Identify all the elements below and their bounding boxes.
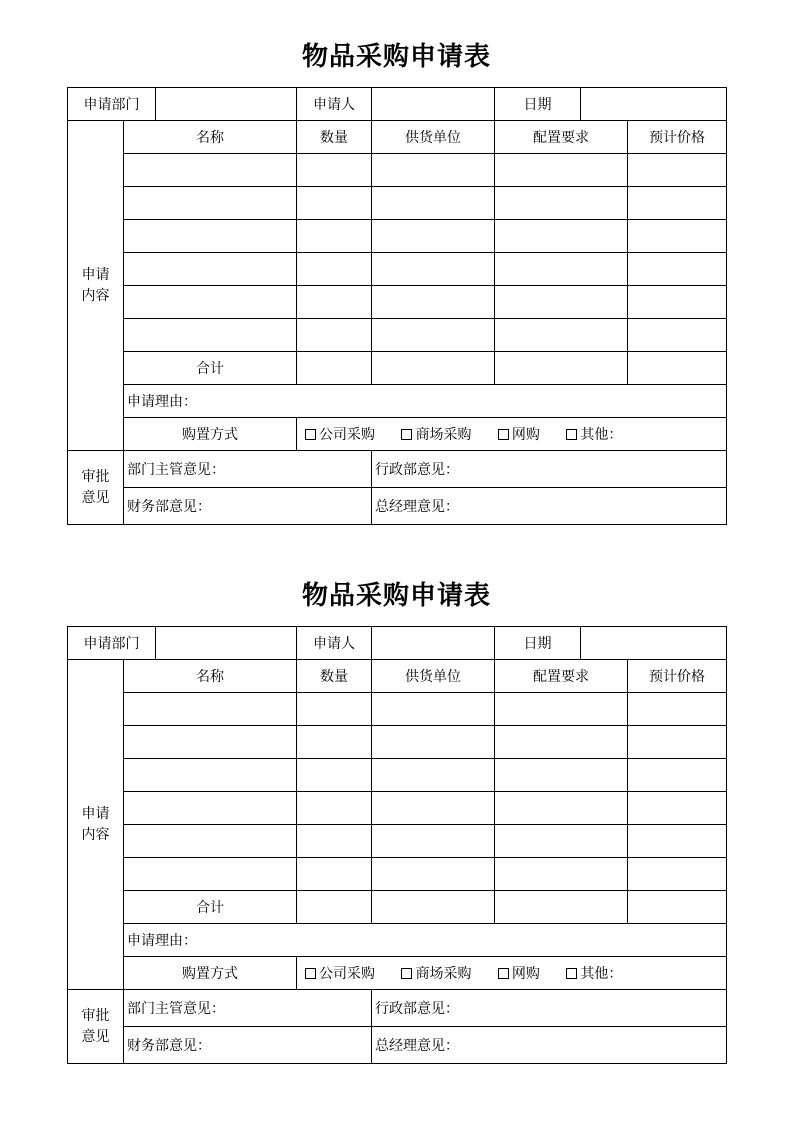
- dept-field[interactable]: [156, 88, 297, 121]
- table-row: [68, 220, 727, 253]
- total-price[interactable]: [628, 891, 727, 924]
- option-online[interactable]: 网购: [498, 963, 540, 983]
- cell-config[interactable]: [495, 286, 628, 319]
- table-row: [68, 759, 727, 792]
- checkbox-icon[interactable]: [305, 429, 316, 440]
- cell-quantity[interactable]: [297, 759, 372, 792]
- total-price[interactable]: [628, 352, 727, 385]
- col-price: 预计价格: [628, 660, 727, 693]
- table-row: [68, 858, 727, 891]
- option-mall[interactable]: 商场采购: [401, 424, 471, 444]
- checkbox-icon[interactable]: [566, 429, 577, 440]
- cell-price[interactable]: [628, 154, 727, 187]
- checkbox-icon[interactable]: [498, 968, 509, 979]
- cell-supplier[interactable]: [372, 825, 495, 858]
- purchase-method-row: [68, 957, 727, 990]
- section-approval-label: 审批 意见: [68, 990, 124, 1064]
- cell-config[interactable]: [495, 154, 628, 187]
- cell-price[interactable]: [628, 220, 727, 253]
- cell-config[interactable]: [495, 858, 628, 891]
- date-label: 日期: [495, 627, 581, 660]
- col-quantity: 数量: [297, 121, 372, 154]
- cell-name[interactable]: [124, 759, 297, 792]
- cell-quantity[interactable]: [297, 825, 372, 858]
- cell-price[interactable]: [628, 825, 727, 858]
- date-label: 日期: [495, 88, 581, 121]
- table-row: [68, 154, 727, 187]
- purchase-form-1: [67, 36, 726, 525]
- cell-supplier[interactable]: [372, 253, 495, 286]
- option-other[interactable]: 其他：: [566, 424, 622, 444]
- checkbox-icon[interactable]: [498, 429, 509, 440]
- approval-row-2: [68, 1027, 727, 1064]
- header-row: [68, 627, 727, 660]
- total-config[interactable]: [495, 891, 628, 924]
- total-row: [68, 352, 727, 385]
- dept-head-opinion[interactable]: 部门主管意见：: [124, 451, 372, 488]
- cell-price[interactable]: [628, 187, 727, 220]
- cell-supplier[interactable]: [372, 759, 495, 792]
- purchase-table: [67, 87, 727, 525]
- cell-price[interactable]: [628, 792, 727, 825]
- cell-name[interactable]: [124, 187, 297, 220]
- option-mall[interactable]: 商场采购: [401, 963, 471, 983]
- cell-quantity[interactable]: [297, 726, 372, 759]
- col-supplier: 供货单位: [372, 660, 495, 693]
- approval-row-1: [68, 990, 727, 1027]
- col-price: 预计价格: [628, 121, 727, 154]
- purchase-options: [297, 418, 727, 451]
- table-row: [68, 253, 727, 286]
- cell-name[interactable]: [124, 693, 297, 726]
- admin-opinion[interactable]: 行政部意见：: [372, 451, 727, 488]
- date-field[interactable]: [581, 88, 727, 121]
- cell-quantity[interactable]: [297, 154, 372, 187]
- form-title: 物品采购申请表: [301, 581, 491, 611]
- cell-price[interactable]: [628, 759, 727, 792]
- checkbox-icon[interactable]: [401, 429, 412, 440]
- approval-row-1: [68, 451, 727, 488]
- cell-supplier[interactable]: [372, 693, 495, 726]
- section-content-label: 申请 内容: [68, 121, 124, 451]
- cell-config[interactable]: [495, 220, 628, 253]
- checkbox-icon[interactable]: [566, 968, 577, 979]
- cell-price[interactable]: [628, 319, 727, 352]
- cell-supplier[interactable]: [372, 220, 495, 253]
- finance-opinion[interactable]: 财务部意见：: [124, 488, 372, 525]
- total-supplier[interactable]: [372, 352, 495, 385]
- applicant-field[interactable]: [372, 88, 495, 121]
- cell-quantity[interactable]: [297, 187, 372, 220]
- cell-config[interactable]: [495, 319, 628, 352]
- cell-supplier[interactable]: [372, 858, 495, 891]
- applicant-field[interactable]: [372, 627, 495, 660]
- col-supplier: 供货单位: [372, 121, 495, 154]
- purchase-table: [67, 626, 727, 1064]
- column-header-row: [68, 660, 727, 693]
- date-field[interactable]: [581, 627, 727, 660]
- header-row: [68, 88, 727, 121]
- cell-price[interactable]: [628, 253, 727, 286]
- purchase-method-label: 购置方式: [124, 418, 297, 451]
- option-other[interactable]: 其他：: [566, 963, 622, 983]
- table-row: [68, 825, 727, 858]
- dept-field[interactable]: [156, 627, 297, 660]
- cell-price[interactable]: [628, 858, 727, 891]
- cell-name[interactable]: [124, 154, 297, 187]
- finance-opinion[interactable]: 财务部意见：: [124, 1027, 372, 1064]
- approval-row-2: [68, 488, 727, 525]
- dept-label: 申请部门: [68, 627, 156, 660]
- reason-label[interactable]: 申请理由：: [124, 924, 727, 957]
- purchase-method-label: 购置方式: [124, 957, 297, 990]
- purchase-form-2: [67, 575, 726, 1064]
- col-config: 配置要求: [495, 121, 628, 154]
- table-row: [68, 693, 727, 726]
- table-row: [68, 286, 727, 319]
- form-title: 物品采购申请表: [301, 42, 491, 72]
- cell-name[interactable]: [124, 858, 297, 891]
- cell-supplier[interactable]: [372, 319, 495, 352]
- cell-config[interactable]: [495, 253, 628, 286]
- total-quantity[interactable]: [297, 352, 372, 385]
- cell-price[interactable]: [628, 693, 727, 726]
- reason-row: [68, 924, 727, 957]
- cell-config[interactable]: [495, 825, 628, 858]
- col-name: 名称: [124, 660, 297, 693]
- cell-quantity[interactable]: [297, 220, 372, 253]
- cell-config[interactable]: [495, 693, 628, 726]
- cell-price[interactable]: [628, 726, 727, 759]
- col-quantity: 数量: [297, 660, 372, 693]
- purchase-method-row: [68, 418, 727, 451]
- cell-supplier[interactable]: [372, 154, 495, 187]
- total-supplier[interactable]: [372, 891, 495, 924]
- cell-name[interactable]: [124, 726, 297, 759]
- cell-supplier[interactable]: [372, 726, 495, 759]
- total-config[interactable]: [495, 352, 628, 385]
- cell-name[interactable]: [124, 286, 297, 319]
- table-row: [68, 726, 727, 759]
- column-header-row: [68, 121, 727, 154]
- admin-opinion[interactable]: 行政部意见：: [372, 990, 727, 1027]
- reason-row: [68, 385, 727, 418]
- purchase-options: [297, 957, 727, 990]
- col-name: 名称: [124, 121, 297, 154]
- gm-opinion[interactable]: 总经理意见：: [372, 1027, 727, 1064]
- col-config: 配置要求: [495, 660, 628, 693]
- total-label: 合计: [124, 891, 297, 924]
- table-row: [68, 187, 727, 220]
- gm-opinion[interactable]: 总经理意见：: [372, 488, 727, 525]
- checkbox-icon[interactable]: [305, 968, 316, 979]
- cell-config[interactable]: [495, 187, 628, 220]
- cell-name[interactable]: [124, 319, 297, 352]
- cell-supplier[interactable]: [372, 187, 495, 220]
- cell-name[interactable]: [124, 220, 297, 253]
- cell-quantity[interactable]: [297, 792, 372, 825]
- cell-supplier[interactable]: [372, 792, 495, 825]
- cell-quantity[interactable]: [297, 858, 372, 891]
- option-company[interactable]: 公司采购: [305, 424, 375, 444]
- cell-quantity[interactable]: [297, 286, 372, 319]
- cell-quantity[interactable]: [297, 693, 372, 726]
- total-label: 合计: [124, 352, 297, 385]
- cell-name[interactable]: [124, 825, 297, 858]
- option-company[interactable]: 公司采购: [305, 963, 375, 983]
- cell-price[interactable]: [628, 286, 727, 319]
- reason-label[interactable]: 申请理由：: [124, 385, 727, 418]
- applicant-label: 申请人: [297, 627, 372, 660]
- cell-config[interactable]: [495, 726, 628, 759]
- cell-name[interactable]: [124, 253, 297, 286]
- dept-head-opinion[interactable]: 部门主管意见：: [124, 990, 372, 1027]
- cell-quantity[interactable]: [297, 319, 372, 352]
- checkbox-icon[interactable]: [401, 968, 412, 979]
- option-online[interactable]: 网购: [498, 424, 540, 444]
- dept-label: 申请部门: [68, 88, 156, 121]
- table-row: [68, 319, 727, 352]
- cell-quantity[interactable]: [297, 253, 372, 286]
- section-approval-label: 审批 意见: [68, 451, 124, 525]
- cell-name[interactable]: [124, 792, 297, 825]
- cell-supplier[interactable]: [372, 286, 495, 319]
- total-row: [68, 891, 727, 924]
- total-quantity[interactable]: [297, 891, 372, 924]
- cell-config[interactable]: [495, 759, 628, 792]
- table-row: [68, 792, 727, 825]
- cell-config[interactable]: [495, 792, 628, 825]
- applicant-label: 申请人: [297, 88, 372, 121]
- section-content-label: 申请 内容: [68, 660, 124, 990]
